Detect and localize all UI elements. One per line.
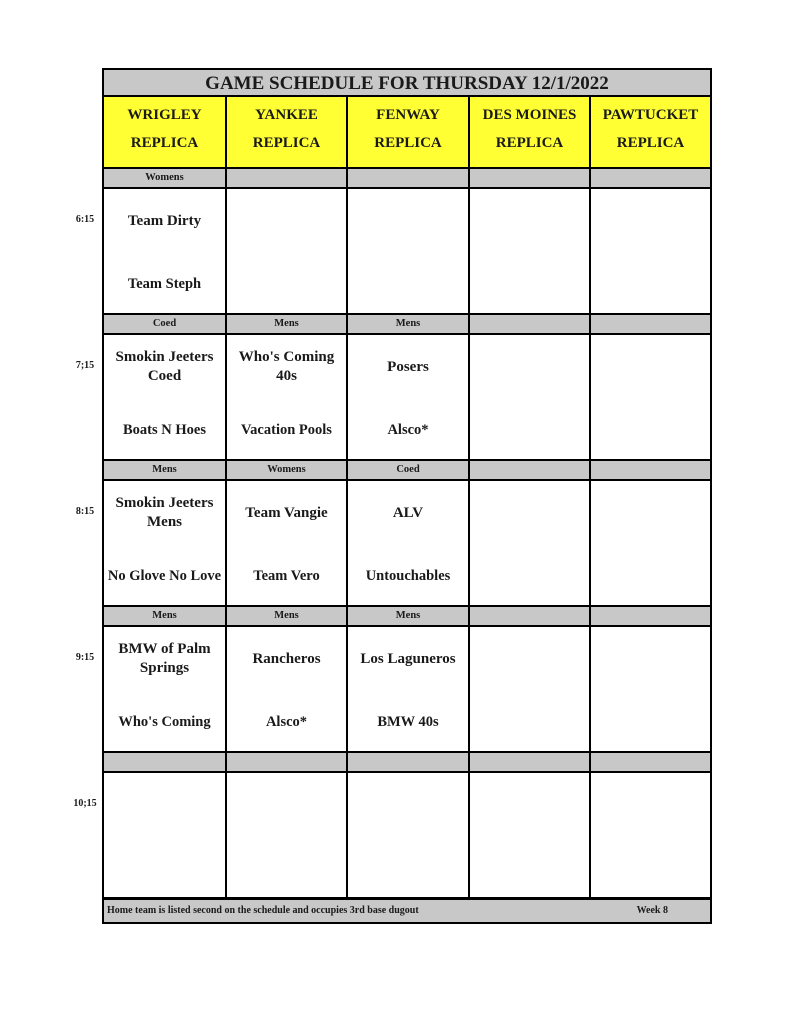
field-name: DES MOINES	[482, 107, 577, 123]
field-header-yankee	[227, 97, 348, 169]
division-label: Mens	[348, 315, 470, 335]
field-subtitle: REPLICA	[252, 135, 321, 151]
division-label	[348, 753, 470, 773]
time-label: 10;15	[73, 798, 97, 809]
away-team	[591, 493, 710, 533]
division-label: Mens	[227, 607, 348, 627]
home-team	[104, 857, 225, 879]
away-team	[227, 785, 346, 825]
game-cell	[470, 481, 591, 607]
field-name: YANKEE	[255, 107, 318, 123]
division-label: Womens	[227, 461, 348, 481]
game-cell	[348, 335, 470, 461]
division-label	[470, 461, 591, 481]
away-team	[227, 201, 346, 241]
game-cell	[348, 189, 470, 315]
field-name: PAWTUCKET	[602, 107, 699, 123]
home-team	[470, 711, 589, 733]
game-cell	[227, 627, 348, 753]
home-team	[348, 857, 468, 879]
game-cell	[470, 189, 591, 315]
game-cell	[104, 627, 227, 753]
game-cell	[227, 481, 348, 607]
game-cell	[104, 773, 227, 899]
home-team	[348, 273, 468, 295]
away-team	[591, 347, 710, 387]
time-label: 7;15	[75, 360, 95, 371]
home-team	[591, 273, 710, 295]
home-team: Team Steph	[127, 275, 202, 292]
division-label	[591, 607, 710, 627]
game-cell	[591, 189, 710, 315]
away-team: BMW of Palm Springs	[118, 641, 211, 676]
away-team	[348, 785, 468, 825]
game-cell	[104, 335, 227, 461]
game-cell	[227, 189, 348, 315]
game-cell	[227, 335, 348, 461]
game-cell	[104, 481, 227, 607]
game-cell	[591, 773, 710, 899]
field-header-wrigley	[104, 97, 227, 169]
home-team	[470, 857, 589, 879]
home-team	[470, 565, 589, 587]
game-cell	[348, 773, 470, 899]
game-cell	[591, 627, 710, 753]
schedule-table	[102, 68, 712, 924]
field-subtitle: REPLICA	[130, 135, 199, 151]
division-label	[470, 315, 591, 335]
game-cell	[104, 189, 227, 315]
division-label	[227, 169, 348, 189]
division-label	[591, 169, 710, 189]
field-header-des-moines	[470, 97, 591, 169]
division-label	[104, 753, 227, 773]
away-team	[470, 347, 589, 387]
time-label: 6:15	[75, 214, 95, 225]
home-team: BMW 40s	[377, 713, 439, 730]
away-team	[104, 785, 225, 825]
away-team: Team Dirty	[127, 212, 202, 229]
game-cell	[227, 773, 348, 899]
division-label: Mens	[104, 607, 227, 627]
away-team	[470, 201, 589, 241]
division-label	[591, 461, 710, 481]
division-label	[591, 315, 710, 335]
away-team: Posers	[387, 358, 429, 375]
home-team-note: Home team is listed second on the schedule and occupies 3rd base dugout	[107, 905, 419, 916]
home-team: Alsco*	[265, 713, 308, 730]
home-team: Untouchables	[365, 567, 451, 584]
home-team	[470, 273, 589, 295]
home-team: Alsco*	[387, 421, 429, 438]
away-team	[470, 493, 589, 533]
game-cell	[591, 481, 710, 607]
away-team	[591, 639, 710, 679]
away-team	[470, 639, 589, 679]
away-team: Los Laguneros	[360, 650, 456, 667]
division-label	[470, 607, 591, 627]
division-label	[348, 169, 470, 189]
game-cell	[470, 773, 591, 899]
away-team: Rancheros	[252, 650, 321, 667]
home-team	[591, 419, 710, 441]
division-label: Mens	[104, 461, 227, 481]
division-label	[227, 753, 348, 773]
division-label: Mens	[348, 607, 470, 627]
home-team	[591, 857, 710, 879]
division-label	[470, 753, 591, 773]
away-team	[591, 785, 710, 825]
week-label: Week 8	[636, 905, 668, 916]
field-name: WRIGLEY	[127, 107, 202, 123]
game-cell	[470, 335, 591, 461]
field-name: FENWAY	[376, 107, 440, 123]
division-label: Mens	[227, 315, 348, 335]
away-team: Who's Coming 40s	[238, 349, 335, 384]
division-label	[470, 169, 591, 189]
footer-bar	[104, 898, 710, 922]
home-team	[591, 565, 710, 587]
home-team: Boats N Hoes	[123, 421, 206, 438]
home-team	[227, 857, 346, 879]
division-label: Coed	[104, 315, 227, 335]
game-cell	[470, 627, 591, 753]
home-team: Who's Coming	[118, 713, 211, 730]
field-header-fenway	[348, 97, 470, 169]
time-label: 9:15	[75, 652, 95, 663]
game-cell	[348, 481, 470, 607]
field-subtitle: REPLICA	[616, 135, 685, 151]
away-team: Smokin Jeeters Coed	[115, 349, 214, 384]
field-header-pawtucket	[591, 97, 710, 169]
division-label: Coed	[348, 461, 470, 481]
home-team	[470, 419, 589, 441]
page-title: GAME SCHEDULE FOR THURSDAY 12/1/2022	[104, 70, 710, 97]
division-label: Womens	[104, 169, 227, 189]
away-team	[348, 201, 468, 241]
game-cell	[591, 335, 710, 461]
field-subtitle: REPLICA	[495, 135, 564, 151]
home-team: Vacation Pools	[241, 421, 332, 438]
game-cell	[348, 627, 470, 753]
home-team	[227, 273, 346, 295]
division-label	[591, 753, 710, 773]
home-team: No Glove No Love	[107, 567, 222, 584]
away-team	[470, 785, 589, 825]
home-team	[591, 711, 710, 733]
field-subtitle: REPLICA	[374, 135, 442, 151]
time-label: 8:15	[75, 506, 95, 517]
home-team: Team Vero	[253, 567, 320, 584]
away-team: Smokin Jeeters Mens	[115, 495, 214, 530]
away-team: Team Vangie	[245, 504, 328, 521]
away-team: ALV	[392, 504, 424, 521]
away-team	[591, 201, 710, 241]
